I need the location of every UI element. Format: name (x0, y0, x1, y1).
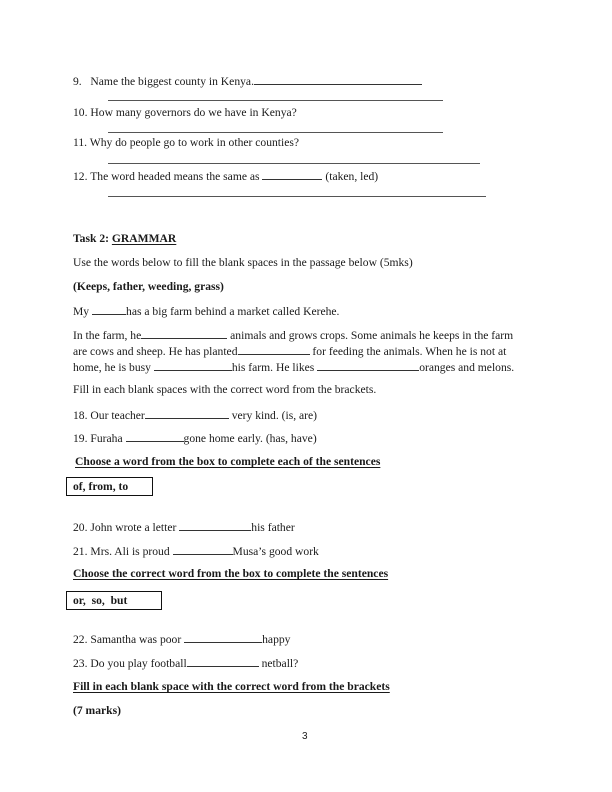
question-number: 10. (73, 106, 88, 119)
answer-blank[interactable] (154, 359, 232, 371)
question-21 (73, 543, 319, 559)
page-number: 3 (302, 731, 308, 742)
answer-line[interactable] (108, 163, 480, 164)
section-c-heading: Choose the correct word from the box to complete the sentences (73, 567, 389, 580)
question-number: 20. (73, 521, 88, 534)
question-text: How many governors do we have in Kenya? (90, 106, 297, 119)
answer-blank[interactable] (254, 73, 422, 85)
passage-text: for feeding the animals. When he is not at (312, 345, 507, 358)
passage-text: has a big farm behind a market called Kerehe. (126, 305, 340, 318)
question-text: Do you play football (90, 657, 187, 670)
question-number: 19. (73, 432, 88, 445)
word-list: (Keeps, father, weeding, grass) (73, 280, 224, 293)
question-text: gone home early. (has, have) (183, 432, 317, 445)
answer-blank[interactable] (126, 430, 184, 442)
answer-blank[interactable] (184, 631, 262, 643)
question-number: 18. (73, 409, 88, 422)
passage-text: animals and grows crops. Some animals he keeps in the farm (230, 329, 514, 342)
answer-blank[interactable] (317, 359, 419, 371)
question-number: 12. (73, 170, 88, 183)
question-23 (73, 655, 298, 671)
section-d-marks: (7 marks) (73, 704, 121, 717)
question-number: 23. (73, 657, 88, 670)
question-text: The word headed means the same as (90, 170, 260, 183)
answer-blank[interactable] (262, 168, 322, 180)
question-number: 22. (73, 633, 88, 646)
passage-text: home, he is busy (73, 361, 151, 374)
passage-text: oranges and melons. (419, 361, 515, 374)
word-box-c (66, 591, 162, 610)
question-text: happy (262, 633, 291, 646)
question-text: netball? (261, 657, 299, 670)
question-18 (73, 407, 317, 423)
answer-blank[interactable] (179, 519, 251, 531)
passage-line-4 (73, 359, 514, 375)
word-box-b (66, 477, 153, 496)
question-19 (73, 430, 317, 446)
task2-heading (73, 232, 176, 246)
question-text: Mrs. Ali is proud (90, 545, 170, 558)
question-text: his father (251, 521, 295, 534)
passage-line-1 (73, 303, 339, 319)
passage-text: In the farm, he (73, 329, 142, 342)
question-number: 21. (73, 545, 88, 558)
passage-text: My (73, 305, 90, 318)
answer-blank[interactable] (145, 407, 229, 419)
answer-line[interactable] (108, 196, 486, 197)
question-20 (73, 519, 295, 535)
task2-instruction: Use the words below to fill the blank spaces in the passage below (5mks) (73, 256, 413, 269)
question-number: 9. (73, 75, 82, 88)
word-box-text: of, from, to (73, 479, 129, 493)
question-text: Musa’s good work (232, 545, 319, 558)
question-text: Our teacher (90, 409, 145, 422)
answer-blank[interactable] (141, 327, 227, 339)
task-label: Task 2: (73, 232, 109, 245)
question-text: Name the biggest county in Kenya. (90, 75, 254, 88)
question-text: very kind. (is, are) (231, 409, 318, 422)
answer-blank[interactable] (187, 655, 259, 667)
answer-blank[interactable] (238, 343, 310, 355)
question-text: John wrote a letter (90, 521, 177, 534)
fill-instruction: Fill in each blank spaces with the correct word from the brackets. (73, 383, 377, 396)
passage-line-3 (73, 343, 506, 359)
section-b-heading: Choose a word from the box to complete each of the sentences (75, 455, 381, 468)
question-10 (73, 106, 297, 120)
passage-text: are cows and sheep. He has planted (73, 345, 238, 358)
question-22 (73, 631, 290, 647)
question-12 (73, 168, 378, 184)
question-text: Furaha (90, 432, 123, 445)
task-title: GRAMMAR (111, 232, 177, 245)
question-options: (taken, led) (325, 170, 379, 183)
answer-blank[interactable] (92, 303, 126, 315)
answer-line[interactable] (108, 100, 443, 101)
answer-line[interactable] (108, 132, 443, 133)
passage-text: his farm. He likes (231, 361, 315, 374)
answer-blank[interactable] (173, 543, 233, 555)
section-d-heading: Fill in each blank space with the correct word from the brackets (73, 680, 390, 693)
question-9 (73, 73, 422, 89)
passage-line-2 (73, 327, 513, 343)
question-text: Samantha was poor (90, 633, 182, 646)
question-number: 11. (73, 136, 88, 149)
question-text: Why do people go to work in other counties? (89, 136, 300, 149)
word-box-text: or, so, but (73, 593, 128, 607)
question-11 (73, 136, 299, 150)
